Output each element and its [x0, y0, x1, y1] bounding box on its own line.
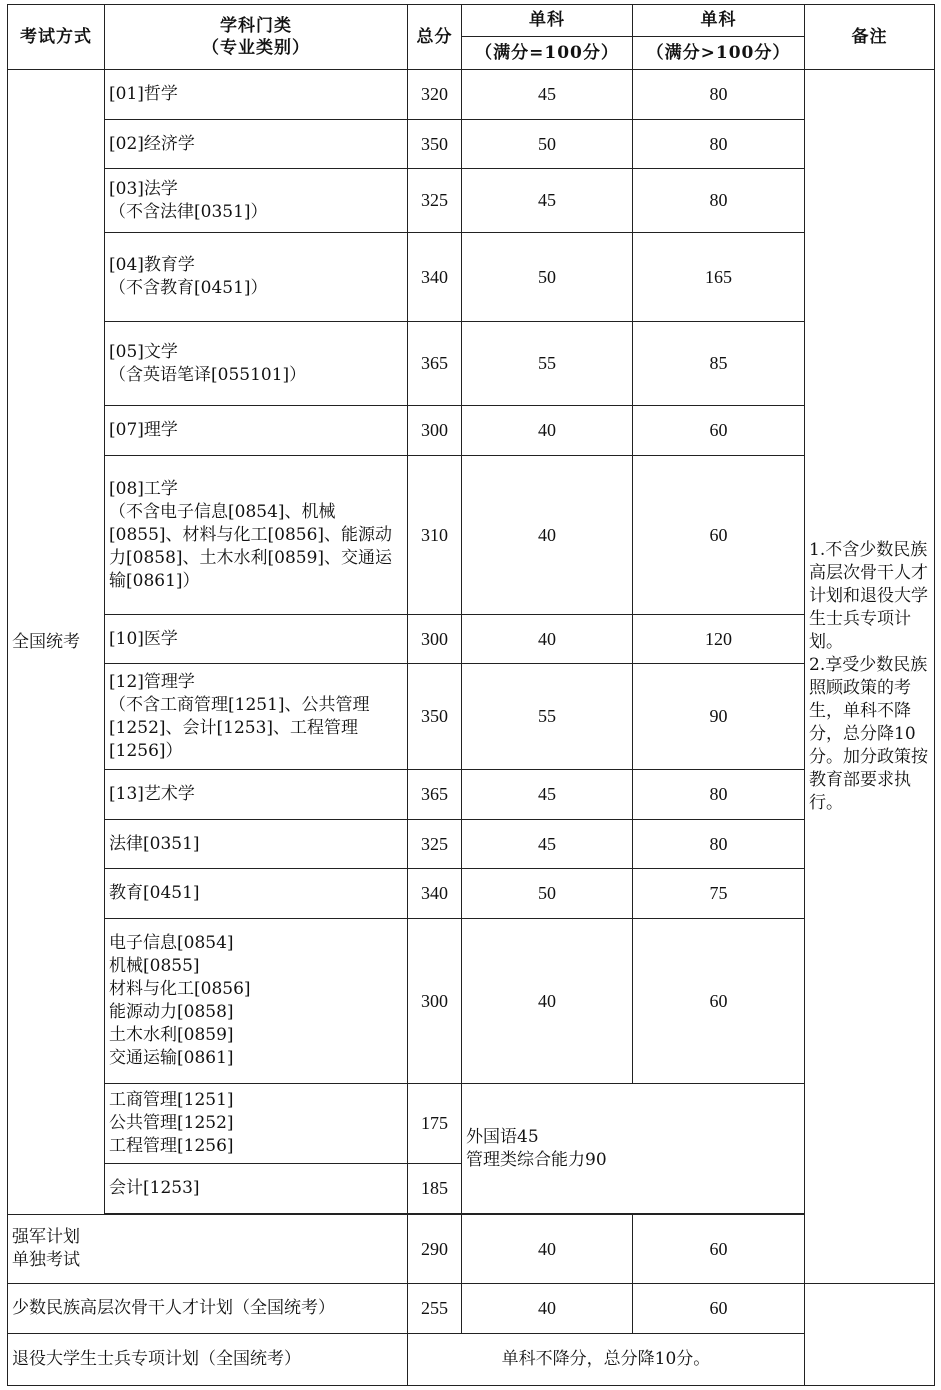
subject-cell: [13]艺术学 — [105, 770, 408, 820]
admission-score-table — [7, 4, 935, 1386]
total-score: 290 — [408, 1215, 462, 1284]
single-100-score: 55 — [462, 322, 633, 406]
subject-cell: [03]法学 （不含法律[0351]） — [105, 169, 408, 233]
header-total: 总分 — [408, 5, 462, 70]
header-single-100: 单科 — [462, 5, 633, 37]
total-score: 350 — [408, 120, 462, 169]
exam-method-national: 全国统考 — [8, 70, 105, 1215]
header-subject-category: 学科门类 （专业类别） — [105, 5, 408, 70]
total-score: 175 — [408, 1084, 462, 1164]
total-score: 325 — [408, 820, 462, 869]
single-over-100-score: 80 — [633, 820, 805, 869]
subject-cell: 电子信息[0854] 机械[0855] 材料与化工[0856] 能源动力[0858] 土木水利[0859] 交通运输[0861] — [105, 919, 408, 1084]
table-row — [8, 1084, 935, 1164]
total-score: 300 — [408, 919, 462, 1084]
header-remarks: 备注 — [805, 5, 935, 70]
subject-cell: [02]经济学 — [105, 120, 408, 169]
single-over-100-score: 75 — [633, 869, 805, 919]
subject-cell: [08]工学 （不含电子信息[0854]、机械[0855]、材料与化工[0856]、能源动力[0858]、土木水利[0859]、交通运输[0861]） — [105, 456, 408, 615]
total-score: 185 — [408, 1164, 462, 1214]
total-score: 300 — [408, 615, 462, 664]
table-row — [8, 456, 935, 615]
single-100-score: 55 — [462, 664, 633, 770]
single-100-score: 40 — [462, 1284, 633, 1334]
single-over-100-score: 165 — [633, 233, 805, 322]
remarks-empty — [805, 1284, 935, 1386]
management-exam-note: 外国语45 管理类综合能力90 — [462, 1084, 805, 1214]
subject-cell: 会计[1253] — [105, 1164, 408, 1214]
single-100-score: 40 — [462, 456, 633, 615]
single-100-score: 50 — [462, 120, 633, 169]
single-100-score: 40 — [462, 615, 633, 664]
subject-cell: [01]哲学 — [105, 70, 408, 120]
total-score: 255 — [408, 1284, 462, 1334]
single-100-score: 45 — [462, 169, 633, 233]
single-over-100-score: 60 — [633, 456, 805, 615]
subject-cell: [12]管理学 （不含工商管理[1251]、公共管理[1252]、会计[1253]、工程管理[1256]） — [105, 664, 408, 770]
total-score: 340 — [408, 233, 462, 322]
table-row — [8, 615, 935, 664]
single-100-score: 50 — [462, 233, 633, 322]
minority-plan-label: 少数民族高层次骨干人才计划（全国统考） — [8, 1284, 408, 1334]
veteran-plan-label: 退役大学生士兵专项计划（全国统考） — [8, 1334, 408, 1386]
total-score: 365 — [408, 322, 462, 406]
subject-cell: [07]理学 — [105, 406, 408, 456]
single-over-100-score: 80 — [633, 169, 805, 233]
single-over-100-score: 90 — [633, 664, 805, 770]
single-100-score: 40 — [462, 919, 633, 1084]
single-over-100-score: 80 — [633, 120, 805, 169]
table-row — [8, 869, 935, 919]
header-exam-method: 考试方式 — [8, 5, 105, 70]
single-over-100-score: 80 — [633, 770, 805, 820]
total-score: 320 — [408, 70, 462, 120]
table-row — [8, 322, 935, 406]
subject-cell: 法律[0351] — [105, 820, 408, 869]
header-single-over-100: 单科 — [633, 5, 805, 37]
single-over-100-score: 60 — [633, 1215, 805, 1284]
total-score: 325 — [408, 169, 462, 233]
subject-cell: 教育[0451] — [105, 869, 408, 919]
table-row — [8, 770, 935, 820]
single-100-score: 40 — [462, 1215, 633, 1284]
table-row — [8, 664, 935, 770]
veteran-plan-note: 单科不降分，总分降10分。 — [408, 1334, 805, 1386]
table-row — [8, 1334, 935, 1386]
single-100-score: 50 — [462, 869, 633, 919]
table-row — [8, 919, 935, 1084]
total-score: 310 — [408, 456, 462, 615]
total-score: 300 — [408, 406, 462, 456]
subject-cell: [10]医学 — [105, 615, 408, 664]
single-over-100-score: 85 — [633, 322, 805, 406]
header-single-100-sub: （满分=100分） — [462, 37, 633, 70]
total-score: 340 — [408, 869, 462, 919]
single-over-100-score: 60 — [633, 1284, 805, 1334]
single-over-100-score: 80 — [633, 70, 805, 120]
subject-cell: [04]教育学 （不含教育[0451]） — [105, 233, 408, 322]
table-row — [8, 406, 935, 456]
single-100-score: 45 — [462, 70, 633, 120]
single-100-score: 40 — [462, 406, 633, 456]
remarks-text: 1.不含少数民族高层次骨干人才计划和退役大学生士兵专项计划。 2.享受少数民族照顾政策的考生，单科不降分，总分降10分。加分政策按教育部要求执行。 — [805, 70, 935, 1284]
subject-cell: [05]文学 （含英语笔译[055101]） — [105, 322, 408, 406]
table-row — [8, 120, 935, 169]
table-row — [8, 1215, 935, 1284]
table-row — [8, 1284, 935, 1334]
single-100-score: 45 — [462, 770, 633, 820]
single-over-100-score: 120 — [633, 615, 805, 664]
qiangjun-plan-label: 强军计划 单独考试 — [8, 1215, 408, 1284]
table-row — [8, 233, 935, 322]
table-row — [8, 70, 935, 120]
single-over-100-score: 60 — [633, 919, 805, 1084]
total-score: 365 — [408, 770, 462, 820]
subject-cell: 工商管理[1251] 公共管理[1252] 工程管理[1256] — [105, 1084, 408, 1164]
header-single-over-100-sub: （满分>100分） — [633, 37, 805, 70]
total-score: 350 — [408, 664, 462, 770]
table-row — [8, 820, 935, 869]
single-over-100-score: 60 — [633, 406, 805, 456]
table-row — [8, 169, 935, 233]
single-100-score: 45 — [462, 820, 633, 869]
